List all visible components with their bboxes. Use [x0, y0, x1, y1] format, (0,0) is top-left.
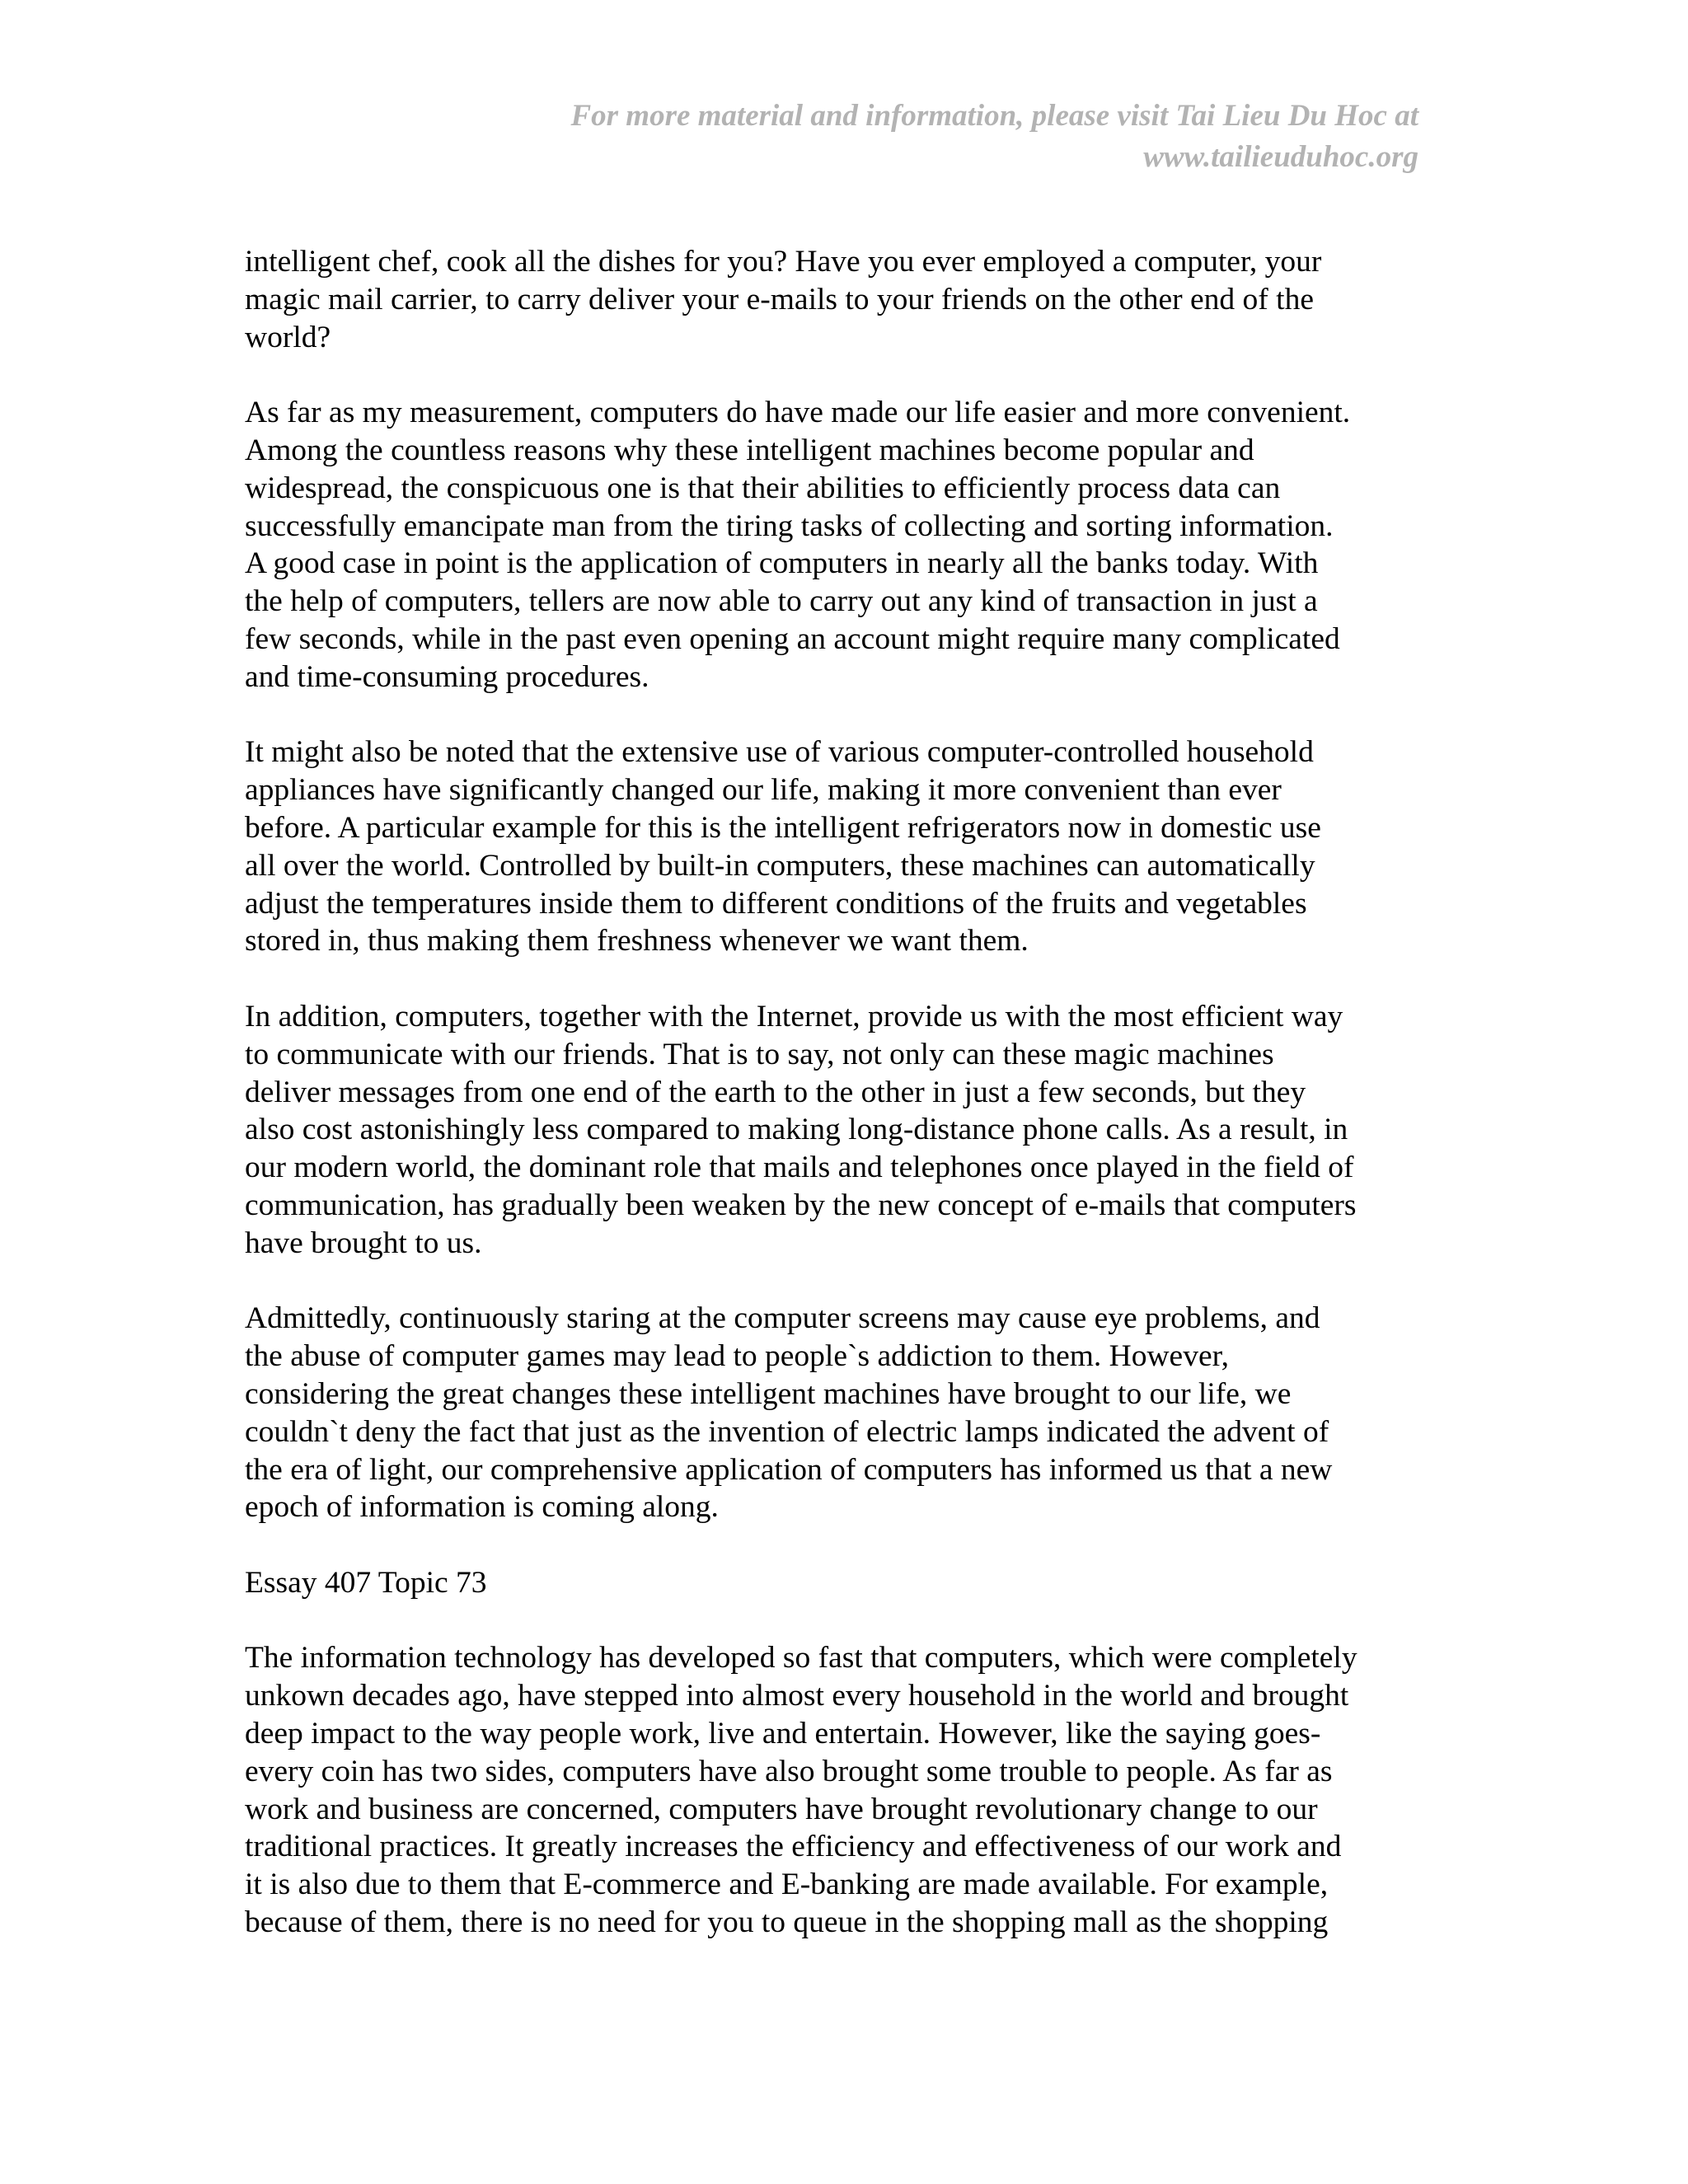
text-line: deliver messages from one end of the earth to the other in just a few seconds, but they [245, 1075, 1306, 1109]
text-line: A good case in point is the application of computers in nearly all the banks today. With [245, 546, 1319, 581]
text-line: few seconds, while in the past even opening an account might require many complicated [245, 621, 1340, 656]
text-line: work and business are concerned, computers have brought revolutionary change to our [245, 1792, 1318, 1826]
text-line: to communicate with our friends. That is to say, not only can these magic machines [245, 1037, 1274, 1071]
text-line: the abuse of computer games may lead to people`s addiction to them. However, [245, 1339, 1229, 1374]
text-line: epoch of information is coming along. [245, 1490, 719, 1525]
text-line: The information technology has developed so fast that computers, which were completely [245, 1641, 1357, 1675]
page-header [265, 96, 1418, 178]
text-line: In addition, computers, together with the Internet, provide us with the most efficient way [245, 999, 1343, 1033]
text-line: traditional practices. It greatly increases the efficiency and effectiveness of our work and [245, 1830, 1342, 1864]
text-line: it is also due to them that E-commerce and E-banking are made available. For example, [245, 1868, 1329, 1902]
paragraph-2 [245, 394, 1423, 696]
text-line: the era of light, our comprehensive application of computers has informed us that a new [245, 1452, 1333, 1487]
document-body [245, 243, 1423, 1980]
text-line: successfully emancipate man from the tiring tasks of collecting and sorting information. [245, 509, 1334, 543]
text-line: intelligent chef, cook all the dishes for you? Have you ever employed a computer, your [245, 245, 1322, 279]
text-line: communication, has gradually been weaken by the new concept of e-mails that computers [245, 1188, 1357, 1222]
text-line: and time-consuming procedures. [245, 659, 649, 694]
text-line: world? [245, 320, 331, 354]
text-line: Among the countless reasons why these intelligent machines become popular and [245, 433, 1254, 467]
text-line: As far as my measurement, computers do have made our life easier and more convenient. [245, 396, 1351, 430]
text-line: magic mail carrier, to carry deliver your e-mails to your friends on the other end of the [245, 282, 1314, 316]
text-line: widespread, the conspicuous one is that their abilities to efficiently process data can [245, 471, 1281, 505]
paragraph-6 [245, 1639, 1423, 1941]
paragraph-4 [245, 998, 1423, 1263]
text-line: the help of computers, tellers are now able to carry out any kind of transaction in just a [245, 584, 1318, 619]
essay-heading [245, 1564, 1423, 1602]
text-line: adjust the temperatures inside them to different conditions of the fruits and vegetables [245, 886, 1307, 921]
paragraph-3 [245, 733, 1423, 960]
text-line: couldn`t deny the fact that just as the invention of electric lamps indicated the advent of [245, 1414, 1329, 1449]
text-line: appliances have significantly changed our life, making it more convenient than ever [245, 773, 1282, 808]
header-line-1: For more material and information, please visit Tai Lieu Du Hoc at [570, 99, 1418, 133]
text-line: every coin has two sides, computers have also brought some trouble to people. As far as [245, 1754, 1333, 1788]
paragraph-1 [245, 243, 1423, 356]
text-line: It might also be noted that the extensive use of various computer-controlled household [245, 735, 1314, 770]
text-line: Essay 407 Topic 73 [245, 1565, 487, 1600]
text-line: considering the great changes these intelligent machines have brought to our life, we [245, 1376, 1292, 1411]
text-line: deep impact to the way people work, live and entertain. However, like the saying goes- [245, 1717, 1321, 1751]
text-line: Admittedly, continuously staring at the computer screens may cause eye problems, and [245, 1301, 1320, 1336]
text-line: before. A particular example for this is the intelligent refrigerators now in domestic use [245, 810, 1321, 845]
text-line: have brought to us. [245, 1226, 482, 1260]
text-line: all over the world. Controlled by built-in computers, these machines can automatically [245, 848, 1315, 883]
text-line: also cost astonishingly less compared to making long-distance phone calls. As a result, in [245, 1113, 1348, 1147]
text-line: unkown decades ago, have stepped into almost every household in the world and brought [245, 1679, 1349, 1713]
header-line-2[interactable]: www.tailieuduhoc.org [1143, 140, 1418, 174]
text-line: because of them, there is no need for you to queue in the shopping mall as the shopping [245, 1905, 1329, 1940]
text-line: our modern world, the dominant role that mails and telephones once played in the field of [245, 1151, 1354, 1185]
text-line: stored in, thus making them freshness whenever we want them. [245, 924, 1029, 958]
paragraph-5 [245, 1300, 1423, 1526]
